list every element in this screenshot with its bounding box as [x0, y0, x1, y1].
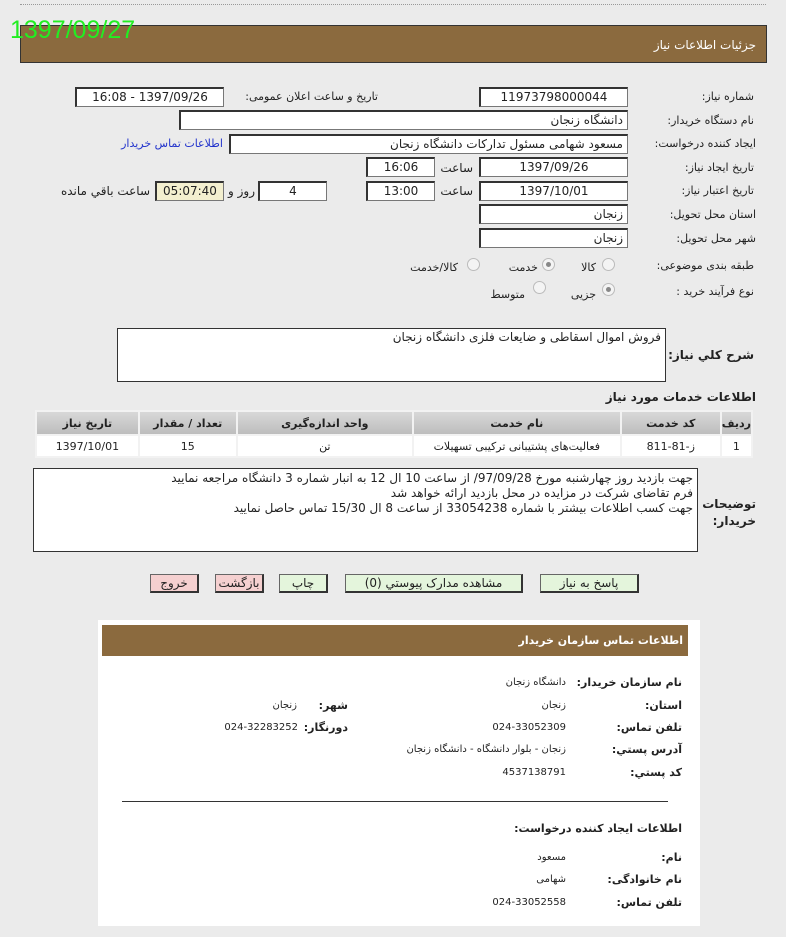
announce-field: 1397/09/26 - 16:08: [75, 87, 224, 107]
col-code: کد خدمت: [622, 412, 720, 434]
contact-province-label: استان:: [645, 699, 682, 712]
attachments-button[interactable]: مشاهده مدارک پیوستي (0): [345, 574, 523, 593]
contact-province: زنجان: [541, 700, 566, 711]
cell-qty: 15: [140, 436, 236, 456]
announce-label: تاریخ و ساعت اعلان عمومی:: [245, 90, 378, 103]
creator-field: مسعود شهامی مسئول تدارکات دانشگاه زنجان: [229, 134, 628, 154]
contact-org: دانشگاه زنجان: [505, 677, 566, 688]
services-table: [35, 410, 753, 458]
col-qty: تعداد / مقدار: [140, 412, 236, 434]
contact-phone: 024-33052309: [492, 722, 566, 733]
creator-section-title: اطلاعات ایجاد کننده درخواست:: [514, 822, 682, 835]
print-button[interactable]: چاپ: [279, 574, 328, 593]
category-option-service: خدمت: [508, 261, 538, 274]
contact-title: اطلاعات تماس سازمان خریدار: [518, 634, 683, 647]
contact-link[interactable]: اطلاعات تماس خریدار: [121, 137, 223, 150]
category-option-both: کالا/خدمت: [410, 261, 458, 274]
created-date-label: تاریخ ایجاد نیاز:: [684, 161, 754, 174]
cell-name: فعالیت‌های پشتیبانی ترکیبی تسهیلات: [414, 436, 620, 456]
services-table-wrap: [35, 410, 753, 458]
valid-time-label: ساعت: [440, 184, 473, 198]
contact-address: زنجان - بلوار دانشگاه - دانشگاه زنجان: [406, 744, 566, 755]
creator-family: شهامی: [536, 874, 566, 885]
divider: [122, 801, 668, 802]
category-radio-goods[interactable]: [602, 258, 615, 271]
reply-button[interactable]: پاسخ به نیاز: [540, 574, 639, 593]
notes-line: جهت بازدید روز چهارشنبه مورخ 97/09/28/ از ساعت 10 ال 12 به انبار شماره 3 دانشگاه مراجعه نمایید: [171, 471, 693, 485]
category-label: طبقه بندی موضوعی:: [656, 259, 754, 272]
created-date-field: 1397/09/26: [479, 157, 628, 177]
description-field: فروش اموال اسقاطی و ضایعات فلزی دانشگاه زنجان: [117, 328, 666, 382]
process-label: نوع فرآیند خرید :: [676, 285, 754, 298]
notes-label: توضیحات خریدار:: [702, 497, 756, 528]
days-label: روز و: [228, 184, 255, 198]
valid-date-label: تاریخ اعتبار نیاز:: [681, 184, 754, 197]
creator-phone-label: تلفن تماس:: [616, 896, 682, 909]
back-button[interactable]: بازگشت: [215, 574, 264, 593]
valid-date-field: 1397/10/01: [479, 181, 628, 201]
province-label: استان محل تحویل:: [669, 208, 756, 221]
created-time-field: 16:06: [366, 157, 435, 177]
category-radio-both[interactable]: [467, 258, 480, 271]
creator-name: مسعود: [537, 852, 566, 863]
category-radio-service[interactable]: [542, 258, 555, 271]
col-name: نام خدمت: [414, 412, 620, 434]
buyer-org-field: دانشگاه زنجان: [179, 110, 628, 130]
creator-family-label: نام خانوادگی:: [607, 873, 682, 886]
notes-field: [33, 468, 698, 552]
contact-city: زنجان: [272, 700, 297, 711]
creator-name-label: نام:: [661, 851, 682, 864]
col-date: تاریخ نیاز: [37, 412, 138, 434]
contact-phone-label: تلفن تماس:: [616, 721, 682, 734]
valid-time-field: 13:00: [366, 181, 435, 201]
services-title: اطلاعات خدمات مورد نیاز: [605, 390, 756, 404]
contact-fax: 024-32283252: [224, 722, 298, 733]
buyer-org-label: نام دستگاه خریدار:: [667, 114, 754, 127]
category-option-goods: کالا: [581, 261, 596, 274]
cell-row: 1: [722, 436, 751, 456]
col-unit: واحد اندازه‌گیری: [238, 412, 412, 434]
contact-fax-label: دورنگار:: [303, 721, 348, 734]
cell-code: ز-81-811: [622, 436, 720, 456]
description-label: شرح كلي نياز:: [668, 348, 754, 362]
province-field: زنجان: [479, 204, 628, 224]
created-time-label: ساعت: [440, 161, 473, 175]
exit-button[interactable]: خروج: [150, 574, 199, 593]
notes-line: جهت کسب اطلاعات بیشتر با شماره 33054238 از ساعت 8 ال 15/30 تماس حاصل نمایید: [233, 501, 693, 515]
header-title: جزئیات اطلاعات نیاز: [653, 38, 756, 52]
days-field: 4: [258, 181, 327, 201]
cell-unit: تن: [238, 436, 412, 456]
creator-label: ایجاد کننده درخواست:: [654, 137, 756, 150]
contact-address-label: آدرس پستي:: [611, 743, 682, 756]
need-number-field: 1197379800004‌4: [479, 87, 628, 107]
stamp-date: 1397/09/27: [10, 16, 136, 44]
city-label: شهر محل تحویل:: [676, 232, 756, 245]
contact-city-label: شهر:: [318, 699, 348, 712]
cell-date: 1397/10/01: [37, 436, 138, 456]
contact-postal-label: کد پستي:: [630, 766, 682, 779]
city-field: زنجان: [479, 228, 628, 248]
process-radio-minor[interactable]: [602, 283, 615, 296]
contact-org-label: نام سازمان خریدار:: [576, 676, 682, 689]
need-number-label: شماره نیاز:: [701, 90, 754, 103]
process-option-medium: متوسط: [490, 288, 525, 301]
creator-phone: 024-33052558: [492, 897, 566, 908]
remaining-label: ساعت باقي مانده: [60, 184, 150, 198]
col-row: ردیف: [722, 412, 751, 434]
process-option-minor: جزیی: [570, 288, 596, 301]
table-row: [37, 436, 751, 456]
contact-postal: 4537138791: [502, 767, 566, 778]
process-radio-medium[interactable]: [533, 281, 546, 294]
remaining-field: 05:07:40: [155, 181, 224, 201]
notes-line: فرم تقاضای شرکت در مزایده در محل بازدید ارائه خواهد شد: [390, 486, 693, 500]
